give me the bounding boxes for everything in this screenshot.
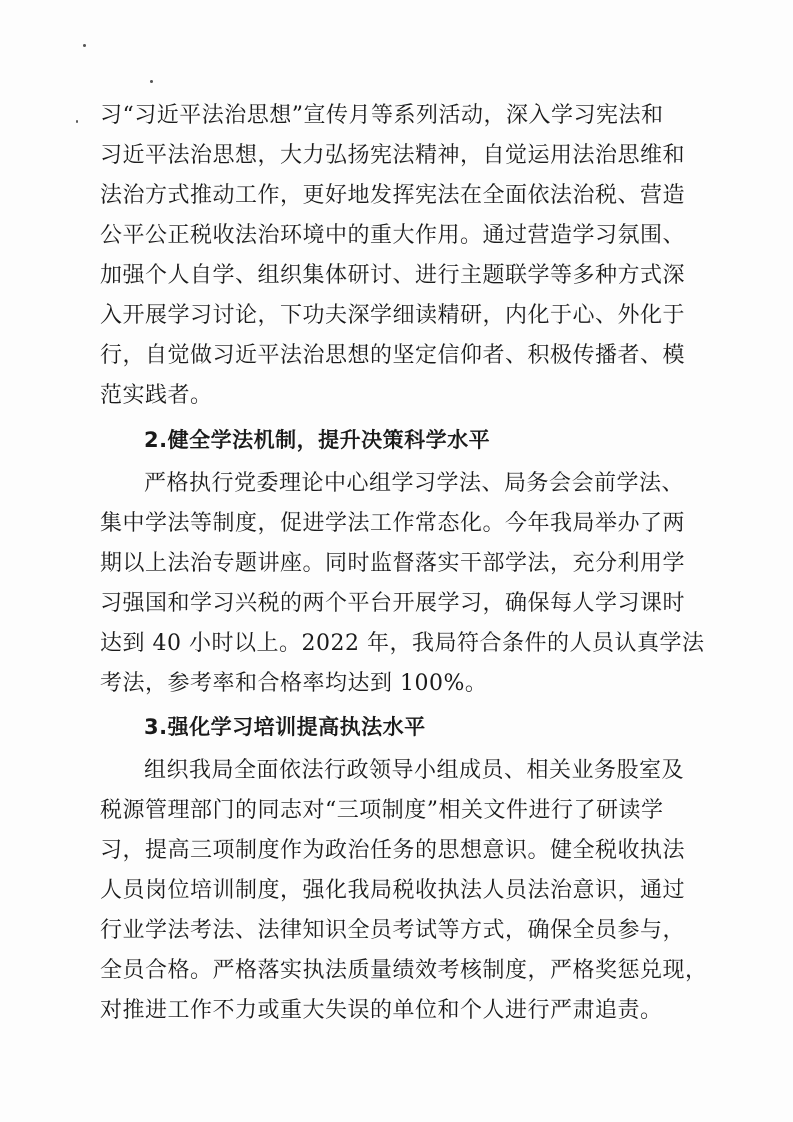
scan-speck — [150, 80, 153, 83]
paragraph-line: 入开展学习讨论，下功夫深学细读精研，内化于心、外化于 — [100, 303, 686, 328]
paragraph-line: 对推进工作不力或重大失误的单位和个人进行严肃追责。 — [100, 998, 663, 1023]
paragraph-line: 加强个人自学、组织集体研讨、进行主题联学等多种方式深 — [100, 263, 686, 288]
scan-speck — [83, 44, 86, 47]
paragraph-line: 达到 40 小时以上。2022 年，我局符合条件的人员认真学法 — [100, 631, 705, 656]
paragraph-line: 范实践者。 — [100, 383, 213, 408]
paragraph-line: 行，自觉做习近平法治思想的坚定信仰者、积极传播者、模 — [100, 343, 686, 368]
paragraph-line: 考法，参考率和合格率均达到 100%。 — [100, 671, 488, 696]
paragraph-line: 严格执行党委理论中心组学习学法、局务会会前学法、 — [144, 471, 685, 496]
paragraph-line: 组织我局全面依法行政领导小组成员、相关业务股室及 — [144, 758, 685, 783]
paragraph-line: 法治方式推动工作，更好地发挥宪法在全面依法治税、营造 — [100, 183, 686, 208]
paragraph-line: 习“习近平法治思想”宣传月等系列活动，深入学习宪法和 — [100, 103, 664, 128]
paragraph-line: 习强国和学习兴税的两个平台开展学习，确保每人学习课时 — [100, 591, 686, 616]
paragraph-line: 全员合格。严格落实执法质量绩效考核制度，严格奖惩兑现， — [100, 958, 708, 983]
scan-speck — [76, 120, 78, 123]
paragraph-line: 行业学法考法、法律知识全员考试等方式，确保全员参与， — [100, 918, 686, 943]
paragraph-line: 公平公正税收法治环境中的重大作用。通过营造学习氛围、 — [100, 223, 686, 248]
paragraph-line: 期以上法治专题讲座。同时监督落实干部学法，充分利用学 — [100, 551, 686, 576]
paragraph-line: 习近平法治思想，大力弘扬宪法精神，自觉运用法治思维和 — [100, 143, 686, 168]
section-heading: 3.强化学习培训提高执法水平 — [144, 715, 426, 739]
paragraph-line: 习，提高三项制度作为政治任务的思想意识。健全税收执法 — [100, 838, 686, 863]
paragraph-line: 税源管理部门的同志对“三项制度”相关文件进行了研读学 — [100, 798, 664, 823]
section-heading: 2.健全学法机制，提升决策科学水平 — [144, 428, 491, 452]
paragraph-line: 人员岗位培训制度，强化我局税收执法人员法治意识，通过 — [100, 878, 686, 903]
paragraph-line: 集中学法等制度，促进学法工作常态化。今年我局举办了两 — [100, 511, 686, 536]
